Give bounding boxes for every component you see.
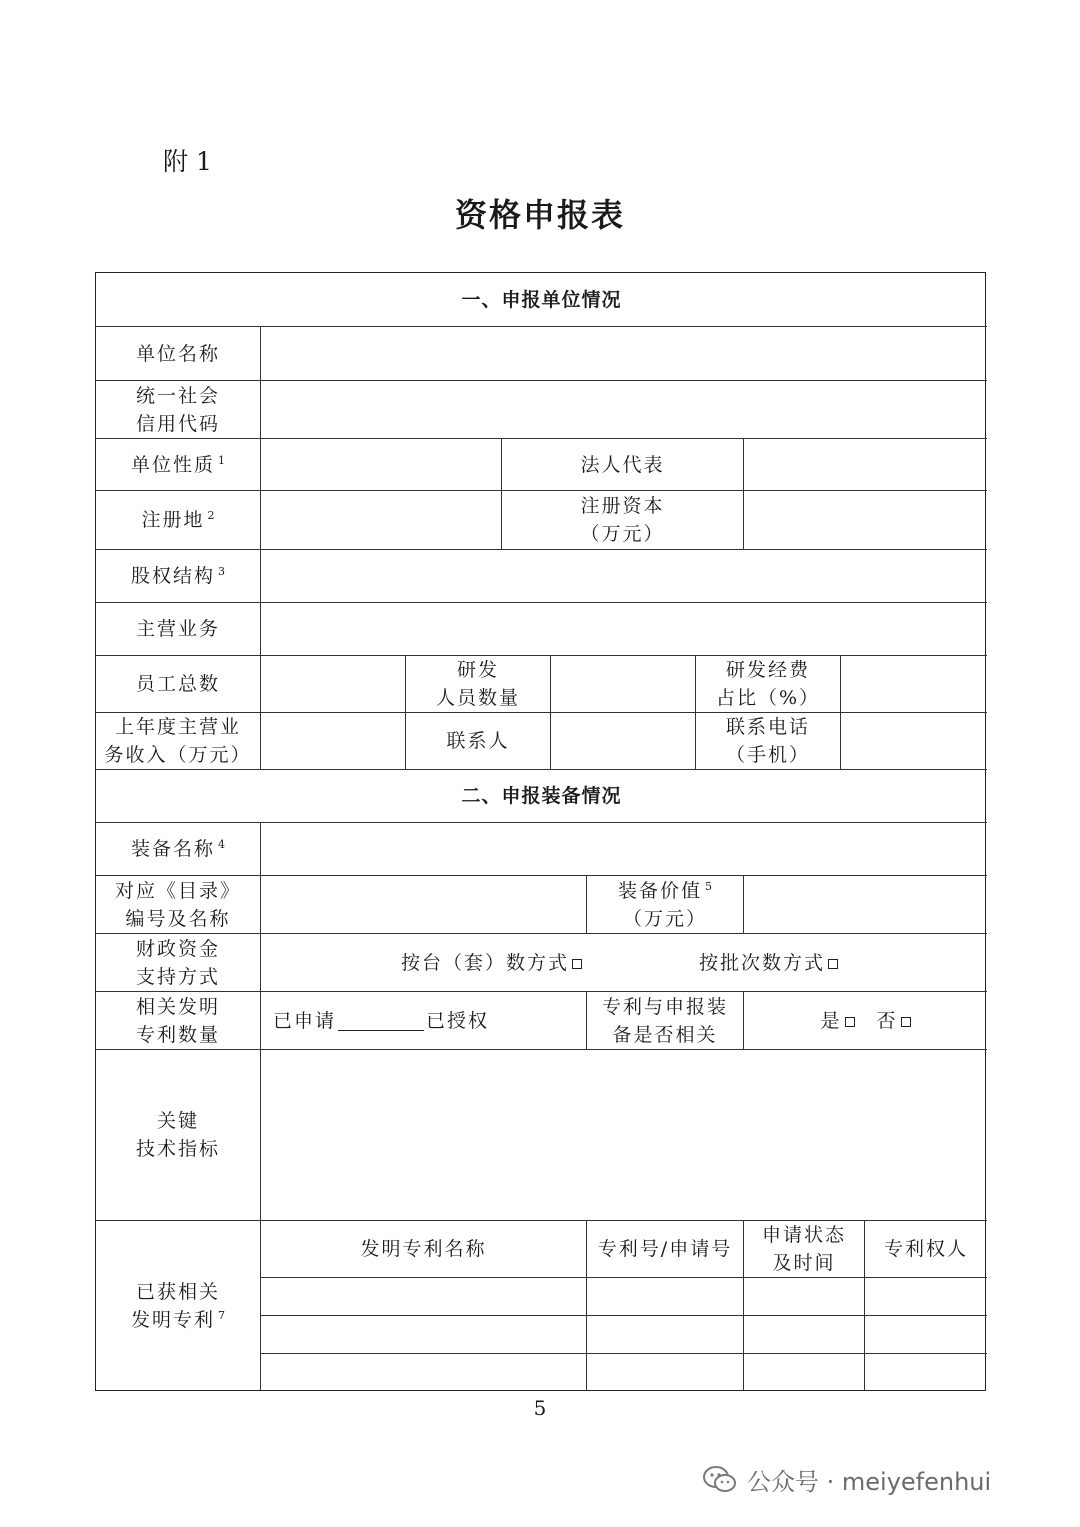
- label-rd-staff: 研发 人员数量: [406, 656, 551, 713]
- label-catalog: 对应《目录》 编号及名称: [96, 876, 261, 934]
- wechat-icon: [703, 1466, 737, 1494]
- field-equip-name[interactable]: [261, 823, 987, 876]
- patent-row-1-name[interactable]: [261, 1278, 587, 1316]
- label-employees: 员工总数: [96, 656, 261, 713]
- field-credit-code[interactable]: [261, 381, 987, 439]
- form-title: 资格申报表: [454, 196, 625, 234]
- patent-row-2-name[interactable]: [261, 1316, 587, 1354]
- col-status-time: 申请状态 及时间: [744, 1221, 865, 1278]
- patent-row-3-name[interactable]: [261, 1354, 587, 1390]
- label-rd-ratio: 研发经费 占比（%）: [696, 656, 841, 713]
- page-number: 5: [533, 1396, 547, 1420]
- application-form-table: [95, 272, 986, 1391]
- field-reg-capital[interactable]: [744, 491, 987, 550]
- label-unit-nature: 单位性质 $^1$: [96, 439, 261, 491]
- col-patent-name: 发明专利名称: [261, 1221, 587, 1278]
- col-patent-number: 专利号/申请号: [587, 1221, 744, 1278]
- label-obtained-patents: 已获相关 发明专利 $^7$: [96, 1221, 261, 1390]
- field-patent-count: 已申请 已授权: [261, 992, 587, 1050]
- section1-title: 一、申报单位情况: [96, 273, 987, 327]
- label-contact: 联系人: [406, 713, 551, 770]
- finance-support-options: [261, 934, 987, 992]
- field-rd-staff[interactable]: [551, 656, 696, 713]
- label-equip-value: 装备价值 $^5$ （万元）: [587, 876, 744, 934]
- field-unit-nature[interactable]: [261, 439, 502, 491]
- patent-row-3-owner[interactable]: [865, 1354, 987, 1390]
- patent-row-3-status[interactable]: [744, 1354, 865, 1390]
- option-yes[interactable]: 是: [820, 1007, 854, 1035]
- col-patent-owner: 专利权人: [865, 1221, 987, 1278]
- checkbox-no[interactable]: [901, 1017, 911, 1027]
- field-last-year-revenue[interactable]: [261, 713, 406, 770]
- label-unit-name: 单位名称: [96, 327, 261, 381]
- field-reg-place[interactable]: [261, 491, 502, 550]
- label-main-business: 主营业务: [96, 603, 261, 656]
- field-main-business[interactable]: [261, 603, 987, 656]
- applied-count-blank[interactable]: [338, 1010, 424, 1031]
- label-last-year-revenue: 上年度主营业 务收入（万元）: [96, 713, 261, 770]
- patent-row-1-number[interactable]: [587, 1278, 744, 1316]
- label-equip-name: 装备名称 $^4$: [96, 823, 261, 876]
- label-reg-place: 注册地 $^2$: [96, 491, 261, 550]
- field-equity[interactable]: [261, 550, 987, 603]
- label-legal-rep: 法人代表: [502, 439, 744, 491]
- field-rd-ratio[interactable]: [841, 656, 987, 713]
- patent-row-2-status[interactable]: [744, 1316, 865, 1354]
- watermark-text: 公众号 · meiyefenhui: [747, 1468, 992, 1496]
- patent-related-options: [744, 992, 987, 1050]
- option-no[interactable]: 否: [877, 1007, 911, 1035]
- option-by-batch[interactable]: 按批次数方式: [699, 949, 838, 977]
- label-equity: 股权结构 $^3$: [96, 550, 261, 603]
- field-unit-name[interactable]: [261, 327, 987, 381]
- field-contact-phone[interactable]: [841, 713, 987, 770]
- patent-row-2-owner[interactable]: [865, 1316, 987, 1354]
- label-finance-support: 财政资金 支持方式: [96, 934, 261, 992]
- label-patent-count: 相关发明 专利数量: [96, 992, 261, 1050]
- watermark: [703, 1462, 991, 1497]
- label-patent-related: 专利与申报装 备是否相关: [587, 992, 744, 1050]
- label-credit-code: 统一社会 信用代码: [96, 381, 261, 439]
- section2-title: 二、申报装备情况: [96, 770, 987, 823]
- option-by-unit[interactable]: 按台（套）数方式: [401, 949, 582, 977]
- label-reg-capital: 注册资本 （万元）: [502, 491, 744, 550]
- annex-label: 附 1: [163, 147, 212, 176]
- field-key-tech[interactable]: [261, 1050, 987, 1221]
- field-legal-rep[interactable]: [744, 439, 987, 491]
- patent-row-2-number[interactable]: [587, 1316, 744, 1354]
- checkbox-by-unit[interactable]: [572, 959, 582, 969]
- patent-row-3-number[interactable]: [587, 1354, 744, 1390]
- checkbox-by-batch[interactable]: [828, 959, 838, 969]
- field-equip-value[interactable]: [744, 876, 987, 934]
- label-contact-phone: 联系电话 （手机）: [696, 713, 841, 770]
- field-employees[interactable]: [261, 656, 406, 713]
- label-key-tech: 关键 技术指标: [96, 1050, 261, 1221]
- checkbox-yes[interactable]: [845, 1017, 855, 1027]
- patent-row-1-status[interactable]: [744, 1278, 865, 1316]
- field-catalog[interactable]: [261, 876, 587, 934]
- field-contact[interactable]: [551, 713, 696, 770]
- patent-row-1-owner[interactable]: [865, 1278, 987, 1316]
